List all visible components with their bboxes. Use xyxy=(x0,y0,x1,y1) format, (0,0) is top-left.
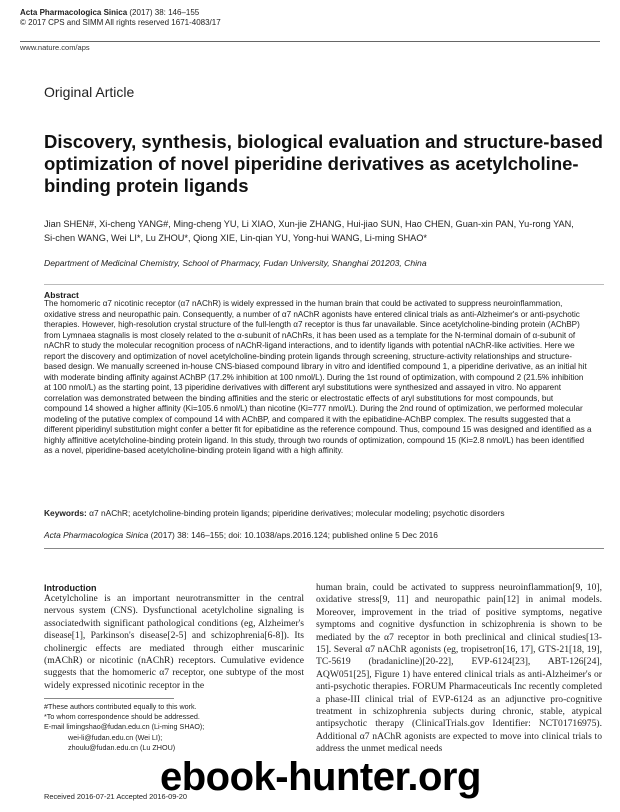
section-divider xyxy=(44,548,604,549)
footnote-divider xyxy=(44,698,174,699)
abstract-text: The homomeric α7 nicotinic receptor (α7 nAChR) is widely expressed in the human brain that could be activated to suppress neuroinflammation, oxidative stress and neuropathic pain. Consequently, a number of α7 nAChR agonists have entered clinical trials as anti-Alzheimer's or anti-psychotic therapies. However, high-resolution crystal structure of the full-length α7 receptor is thus far unavailable. Since acetylcholine-binding protein (AChBP) from Lymnaea stagnalis is most closely related to the α-subunit of nAChRs, it has been used as a template for the N-terminal domain of α-subunit of nAChR to study the molecular recognition process of nAChR-ligand interactions, and to identify ligands with potential nAChR-like activities. Here we report the discovery and optimization of novel acetylcholine-binding protein ligands through screening, structure-activity relationships and structure-based design. We manually screened in-house CNS-biased compound library in vitro and identified compound 1, a piperidine derivative, as an initial hit with moderate binding affinity against AChBP (17.2% inhibition at 100 nmol/L). During the 1st round of optimization, with compound 2 (21.5% inhibition at 100 nmol/L) as the starting point, 13 piperidine derivatives with different aryl substitutions were synthesized and assayed in vitro. No apparent correlation was demonstrated between the binding affinities and the steric or electrostatic effects of aryl substitutions for most compounds, but compound 14 showed a higher affinity (Ki=105.6 nmol/L) than nicotine (Ki=777 nmol/L). During the 2nd round of optimization, we performed molecular modeling of the putative complex of compound 14 with AChBP, and compared it with the epibatidine-AChBP complex. The results suggested that a different piperidinyl substitution might confer a better fit for epibatidine as the reference compound. Thus, compound 15 was designed and identified as a highly affinitive acetylcholine-binding protein ligand. In this study, through two rounds of optimization, compound 15 (Ki=2.8 nmol/L) has been identified as a novel, piperidine-based acetylcholine-binding protein ligand with a high affinity. xyxy=(44,299,592,455)
running-header xyxy=(20,8,221,28)
abstract-body xyxy=(44,299,592,457)
citation-line xyxy=(44,530,604,540)
footnote-email-li[interactable]: wei-li@fudan.edu.cn (Wei LI); xyxy=(68,732,163,742)
footnote-equal-contribution: #These authors contributed equally to this work. xyxy=(44,702,197,711)
journal-url[interactable]: www.nature.com/aps xyxy=(20,43,90,52)
abstract-divider xyxy=(44,284,604,285)
introduction-heading: Introduction xyxy=(44,583,97,593)
footnote-email-zhou[interactable]: zhoulu@fudan.edu.cn (Lu ZHOU) xyxy=(68,742,176,752)
article-type: Original Article xyxy=(44,84,135,100)
header-divider xyxy=(20,41,600,42)
copyright-line: © 2017 CPS and SIMM All rights reserved 1671-4083/17 xyxy=(20,18,221,27)
intro-right-column: human brain, could be activated to suppress neuroinflammation[9, 10], oxidative stress[9, 11] and neuropathic pain[12] in animal models. Moreover, improvement in the triad of positive symptoms, negative symptoms and cognitive dysfunction in schizophrenia is shown to be mediated by the α7 receptor in both preclinical and clinical studies[13-15]. Several α7 nAChR agonists (eg, tropisetron[16, 17], GTS-21[18, 19], TC-5619 (bradanicline)[20-22], EVP-6124[23], ABT-126[24], AQW051[25], Figure 1) have entered clinical trials as anti-Alzheimer's or anti-psychotic therapies. FORUM Pharmaceuticals Inc recently completed a phase-III clinical trial of EVP-6124 as an adjunctive pro-cognitive treatment in schizophrenia subjects during chronic, stable, atypical antipsychotic therapy (ClinicalTrials.gov Identifier: NCT01716975). Additional α7 nAChR agonists are expected to move into clinical trials to address the unmet medical needs xyxy=(316,582,602,755)
keywords-text: α7 nAChR; acetylcholine-binding protein ligands; piperidine derivatives; molecular modeling; psychotic disorders xyxy=(89,508,505,518)
paper-title: Discovery, synthesis, biological evaluation and structure-based optimization of novel piperidine derivatives as acetylcholine-binding protein ligands xyxy=(44,131,603,196)
author-line-2: Si-chen WANG, Wei LI*, Lu ZHOU*, Qiong XIE, Lin-qian YU, Yong-hui WANG, Li-ming SHAO* xyxy=(44,233,427,243)
author-line-1: Jian SHEN#, Xi-cheng YANG#, Ming-cheng YU, Li XIAO, Xun-jie ZHANG, Hui-jiao SUN, Hao CHEN, Guan-xin PAN, Yu-rong YAN, xyxy=(44,219,574,229)
footnotes xyxy=(44,702,304,753)
footnote-email-shao[interactable]: E-mail limingshao@fudan.edu.cn (Li-ming SHAO); xyxy=(44,722,205,732)
author-list xyxy=(44,217,604,245)
affiliation: Department of Medicinal Chemistry, School of Pharmacy, Fudan University, Shanghai 201203, China xyxy=(44,258,427,268)
received-dates: Received 2016-07-21 Accepted 2016-09-20 xyxy=(44,792,187,801)
abstract-heading: Abstract xyxy=(44,290,79,300)
keywords xyxy=(44,508,604,518)
footnote-correspondence: *To whom correspondence should be addressed. xyxy=(44,712,200,722)
journal-citation: (2017) 38: 146–155 xyxy=(129,8,200,17)
journal-name: Acta Pharmacologica Sinica xyxy=(20,8,128,17)
watermark: ebook-hunter.org xyxy=(160,755,481,799)
citation-details: (2017) 38: 146–155; doi: 10.1038/aps.2016.124; published online 5 Dec 2016 xyxy=(148,530,438,540)
intro-left-column: Acetylcholine is an important neurotransmitter in the central nervous system (CNS). Dysfunctional acetylcholine signaling is associatedwith significant pathological conditions (eg, Alzheimer's disease[1], Parkinson's disease[2-5] and schizophrenia[6-8]). Its cholinergic effects are mediated through either muscarinic (mAChR) or nicotinic (nAChR) receptors. Cumulative evidence suggests that the homomeric α7 receptor, one subtype of the most widely expressed nicotinic receptor in the xyxy=(44,593,304,691)
citation-journal: Acta Pharmacologica Sinica xyxy=(44,530,149,540)
keywords-label: Keywords: xyxy=(44,508,87,518)
